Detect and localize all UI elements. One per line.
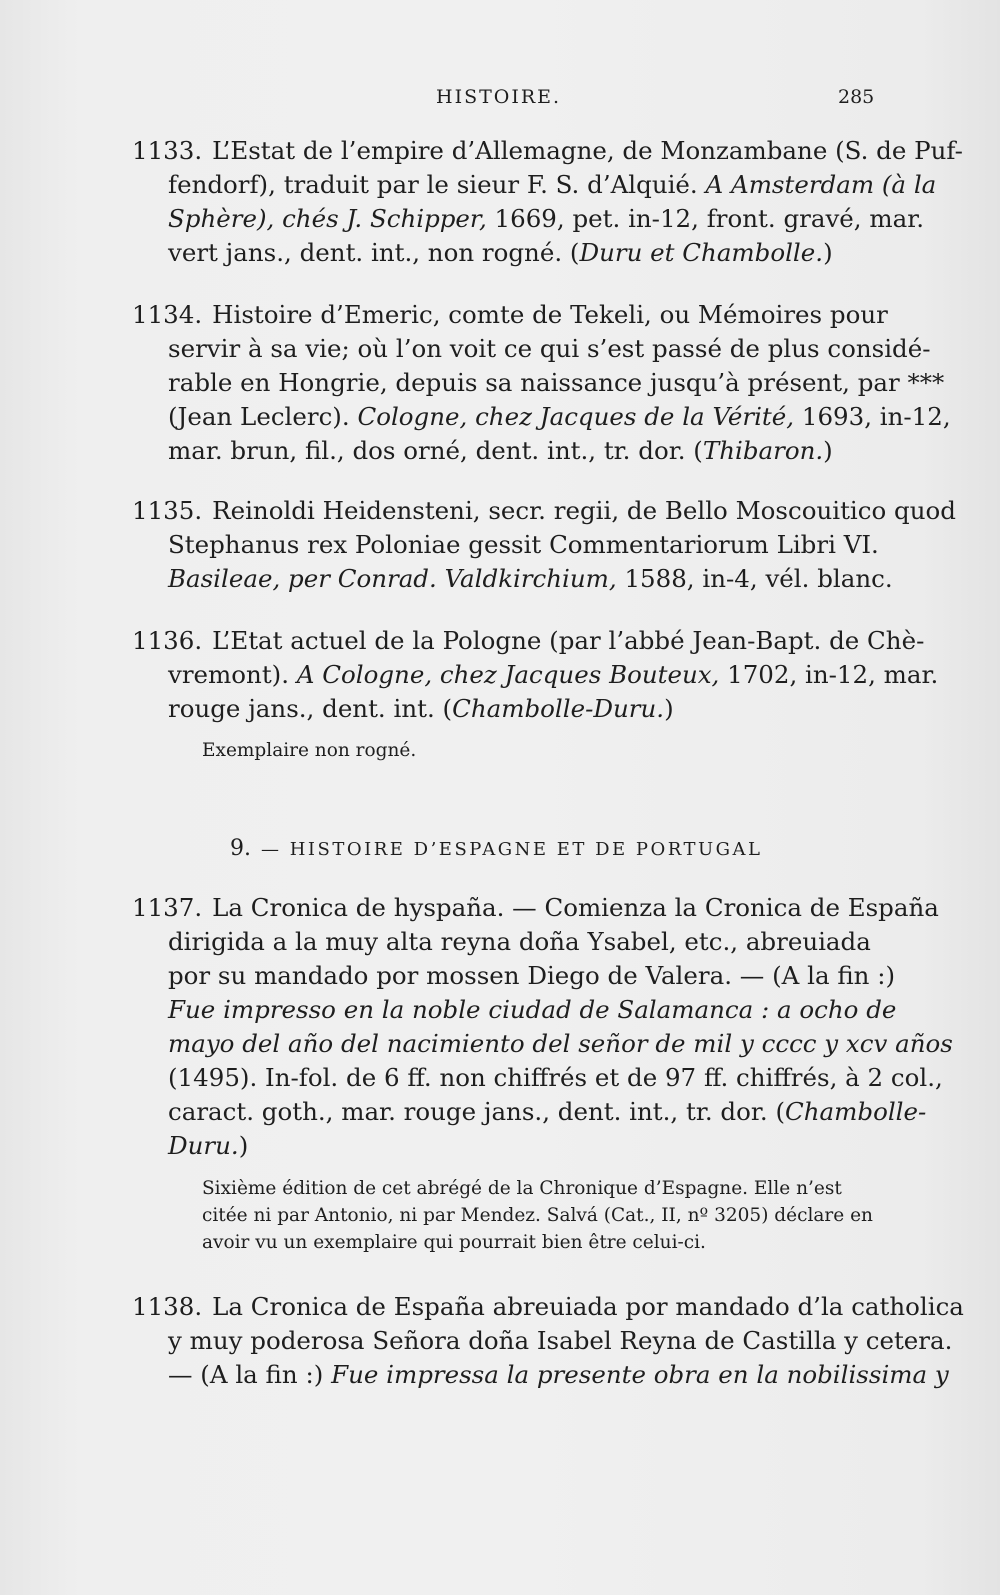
entry-text: 1702, in-12, mar. (719, 660, 939, 689)
entry-text: Basileae, per Conrad. Valdkirchium, (168, 564, 617, 593)
entry-text: Cologne, chez Jacques de la Vérité, (357, 402, 795, 431)
entry-line (132, 134, 963, 168)
catalog-entry-1138 (132, 1290, 964, 1392)
entry-text: mar. brun, fil., dos orné, dent. int., tr. dor. ( (168, 436, 703, 465)
entry-text: (Jean Leclerc). (168, 402, 358, 431)
entry-text: vert jans., dent. int., non rogné. ( (168, 238, 580, 267)
entry-text: ) (823, 238, 833, 267)
entry-line (132, 332, 931, 366)
entry-text: A Cologne, chez Jacques Bouteux, (296, 660, 720, 689)
entry-text: Duru et Chambolle. (579, 238, 824, 267)
catalog-entry-1137 (132, 891, 953, 1163)
entry-line (132, 959, 896, 993)
entry-text: 1588, in-4, vél. blanc. (616, 564, 893, 593)
entry-line (132, 1027, 953, 1061)
entry-text: Thibaron. (702, 436, 824, 465)
entry-text: Sphère), chés J. Schipper, (168, 204, 487, 233)
entry-text: vremont). (168, 660, 297, 689)
entry-text: caract. goth., mar. rouge jans., dent. int., tr. dor. ( (168, 1097, 786, 1126)
entry-number: 1138. (132, 1292, 203, 1321)
entry-line (132, 624, 925, 658)
entry-text: rouge jans., dent. int. ( (168, 694, 453, 723)
entry-line (132, 202, 925, 236)
note-line: citée ni par Antonio, ni par Mendez. Salvá (Cat., II, nº 3205) déclare en (202, 1205, 873, 1226)
entry-line (132, 692, 877, 726)
entry-line (132, 993, 897, 1027)
entry-line (132, 528, 877, 562)
entry-text: L’Etat actuel de la Pologne (par l’abbé Jean-Bapt. de Chè- (212, 626, 925, 655)
entry-line (132, 366, 945, 400)
entry-line (132, 298, 888, 332)
entry-number: 1134. (132, 300, 203, 329)
page-number: 285 (838, 86, 875, 108)
entry-number: 1133. (132, 136, 203, 165)
entry-text: rable en Hongrie, depuis sa naissance jusqu’à présent, par *** (168, 368, 945, 397)
entry-text: Chambolle-Duru. (452, 694, 665, 723)
running-head: HISTOIRE. (436, 86, 562, 108)
entry-text: dirigida a la muy alta reyna doña Ysabel, etc., abreuiada (168, 927, 871, 956)
catalog-entry-1134 (132, 298, 951, 468)
entry-line (132, 236, 877, 270)
catalog-entry-1133 (132, 134, 963, 270)
entry-line (132, 400, 951, 434)
entry-line (132, 925, 877, 959)
entry-text: Fue impresso en la noble ciudad de Salamanca : a ocho de (168, 995, 897, 1024)
section-title: — HISTOIRE D’ESPAGNE ET DE PORTUGAL (261, 839, 763, 860)
entry-text: fendorf), traduit par le sieur F. S. d’Alquié. (168, 170, 706, 199)
section-heading (230, 836, 763, 861)
entry-text: Chambolle- (785, 1097, 927, 1126)
entry-number: 1137. (132, 893, 203, 922)
entry-text: — (A la fin :) (168, 1360, 332, 1389)
entry-text: ) (664, 694, 674, 723)
note-line: avoir vu un exemplaire qui pourrait bien être celui-ci. (202, 1232, 706, 1253)
note-line: Sixième édition de cet abrégé de la Chronique d’Espagne. Elle n’est (202, 1178, 842, 1199)
entry-line (132, 1095, 927, 1129)
entry-text: ) (823, 436, 833, 465)
section-number: 9. (230, 836, 251, 861)
entry-text: Duru. (168, 1131, 239, 1160)
entry-text: Reinoldi Heidensteni, secr. regii, de Bello Moscouitico quod (212, 496, 956, 525)
entry-line (132, 1129, 877, 1163)
entry-text: 1669, pet. in-12, front. gravé, mar. (486, 204, 925, 233)
entry-note-1137 (202, 1175, 877, 1256)
entry-text: ) (238, 1131, 249, 1160)
entry-line (132, 891, 939, 925)
page-header (0, 86, 1000, 116)
entry-text: Fue impressa la presente obra en la nobilissima y (331, 1360, 949, 1389)
entry-text: (1495). In-fol. de 6 ff. non chiffrés et de 97 ff. chiffrés, à 2 col., (168, 1063, 943, 1092)
entry-line (132, 1324, 953, 1358)
entry-text: y muy poderosa Señora doña Isabel Reyna de Castilla y cetera. (168, 1326, 953, 1355)
entry-line (132, 1358, 949, 1392)
entry-line (132, 1290, 964, 1324)
entry-text: A Amsterdam (à la (705, 170, 937, 199)
entry-text: La Cronica de hyspaña. — Comienza la Cronica de España (212, 893, 939, 922)
entry-note-1136 (202, 737, 877, 764)
entry-number: 1136. (132, 626, 203, 655)
catalog-entry-1135 (132, 494, 956, 596)
catalog-entry-1136 (132, 624, 939, 726)
entry-line (132, 1061, 943, 1095)
entry-text: L’Estat de l’empire d’Allemagne, de Monzambane (S. de Puf- (212, 136, 963, 165)
entry-line (132, 562, 893, 596)
note-line: Exemplaire non rogné. (202, 740, 417, 761)
entry-text: mayo del año del nacimiento del señor de mil y cccc y xcv años (168, 1029, 953, 1058)
entry-text: servir à sa vie; où l’on voit ce qui s’est passé de plus considé- (168, 334, 931, 363)
entry-text: por su mandado por mossen Diego de Valera. — (A la fin :) (168, 961, 896, 990)
entry-line (132, 494, 956, 528)
entry-line (132, 434, 877, 468)
entry-line (132, 168, 937, 202)
entry-text: Histoire d’Emeric, comte de Tekeli, ou Mémoires pour (212, 300, 888, 329)
entry-text: Stephanus rex Poloniae gessit Commentariorum Libri VI. (168, 530, 879, 559)
entry-text: 1693, in-12, (794, 402, 951, 431)
entry-line (132, 658, 939, 692)
entry-text: La Cronica de España abreuiada por mandado d’la catholica (212, 1292, 964, 1321)
entry-number: 1135. (132, 496, 203, 525)
